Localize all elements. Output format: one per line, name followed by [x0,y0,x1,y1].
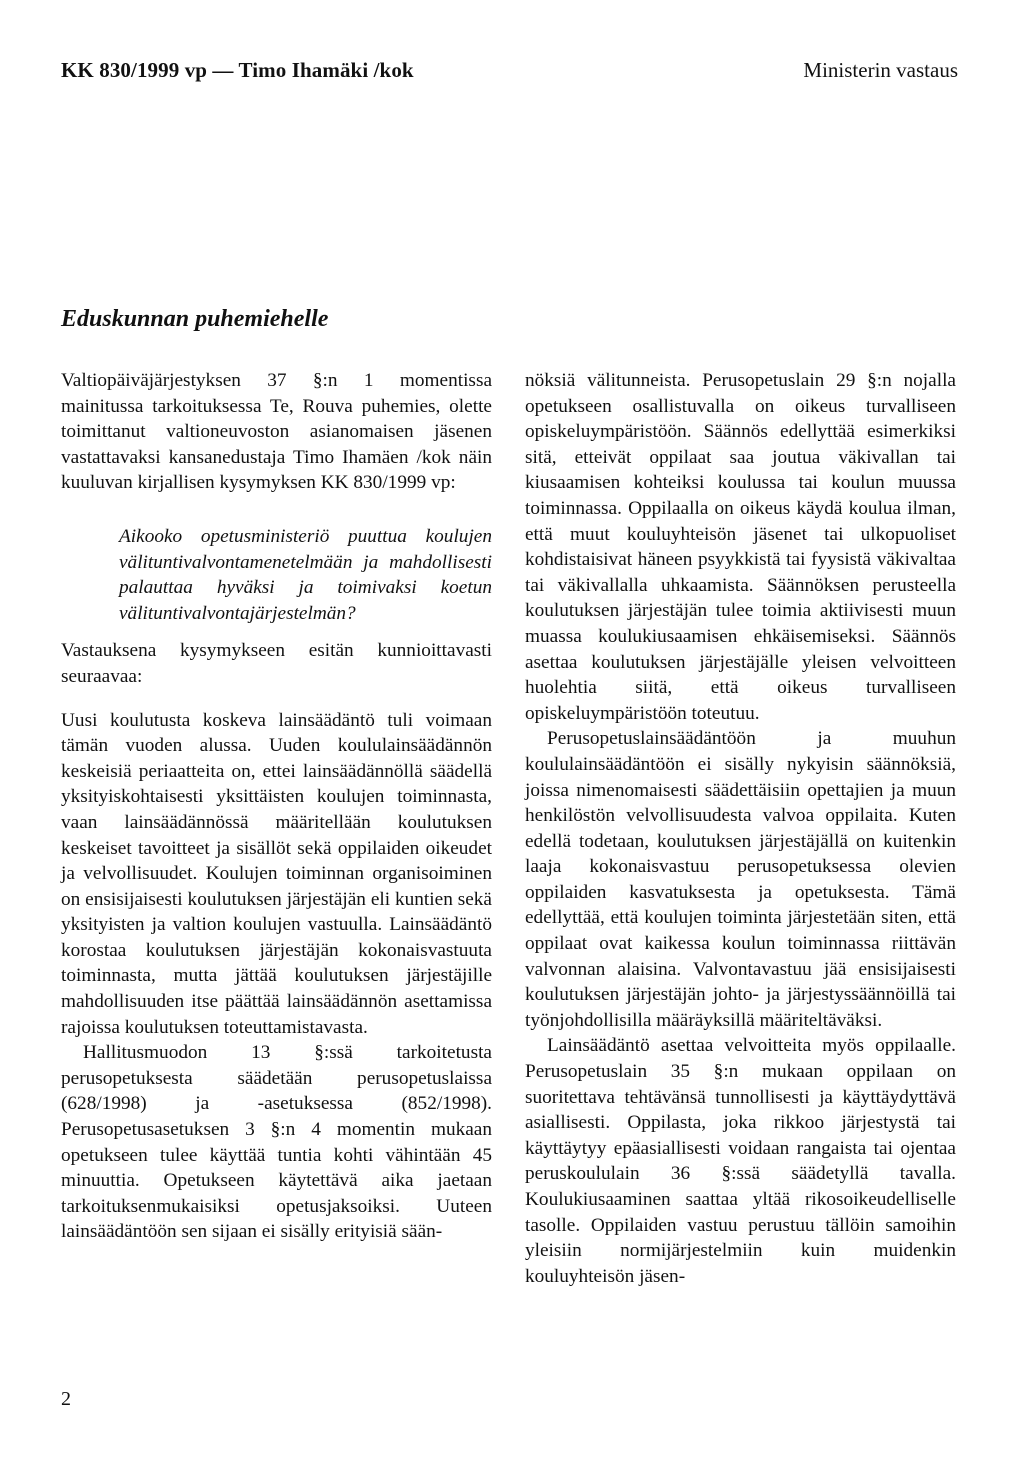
body-paragraph: Perusopetuslainsäädäntöön ja muuhun koululainsäädäntöön ei sisälly nykyisin säännöksiä, joissa nimenomaisesti säädettäisiin opettajien ja muun henkilöstön velvollisuudesta valvoa oppilaita. Kuten edellä todetaan, koulutuksen järjestäjällä on kuitenkin laaja kokonaisvastuu perusopetuksessa olevien oppilaiden kasvatuksesta ja opetuksesta. Tämä edellyttää, että koulujen toiminta järjestetään siten, että oppilaat ovat kaikessa koulun toiminnassa riittävän valvonnan alaisina. Valvontavastuu jää ensisijaisesti koulutuksen järjestäjän johto- ja järjestyssäännöillä tai työnjohdollisilla määräyksillä määriteltäväksi. [525,728,956,1031]
body-paragraph: Hallitusmuodon 13 §:ssä tarkoitetusta perusopetuksesta säädetään perusopetuslaissa (628/1998) ja -asetuksessa (852/1998). Perusopetusasetuksen 3 §:n 4 momentin mukaan opetukseen tulee käyttää tuntia kohti vähintään 45 minuuttia. Opetukseen käytettävä aika jaetaan tarkoituksenmukaisiksi opetusjaksoiksi. Uuteen lainsäädäntöön sen sijaan ei sisälly erityisiä sään- [61,1042,492,1243]
left-column [61,368,492,1245]
salutation-heading: Eduskunnan puhemiehelle [61,306,329,332]
body-paragraph: Uusi koulutusta koskeva lainsäädäntö tuli voimaan tämän vuoden alussa. Uuden koululainsäädännön keskeisiä periaatteita on, ettei lainsäädännöllä säädellä yksityiskohtaisesti yksittäisten koulujen toiminnasta, vaan lainsäädännössä määritellään koulutuksen keskeiset tavoitteet ja sisällöt sekä oppilaiden oikeudet ja velvollisuudet. Koulujen toiminnan organisoiminen on ensisijaisesti koulutuksen järjestäjän eli kuntien sekä yksityisten ja valtion koulujen vastuulla. Lainsäädäntö korostaa koulutuksen järjestäjän kokonaisvastuuta toiminnasta, mutta jättää koulutuksen järjestäjille mahdollisuuden itse päättää lainsäädännön asettamissa rajoissa koulutuksen toteuttamistavasta. [61,709,492,1038]
body-paragraph: nöksiä välitunneista. Perusopetuslain 29 §:n nojalla opetukseen osallistuvalla on oikeus turvalliseen opiskeluympäristöön. Säännös edellyttää esimerkiksi sitä, etteivät oppilaat saa joutua väkivallan tai kiusaamisen kohteiksi koulussa tai koulun muussa toiminnassa. Oppilaalla on oikeus käydä koulua ilman, että muut kouluyhteisön jäsenet tai ulkopuoliset kohdistaisivat häneen psyykkistä tai fyysistä väkivaltaa tai väkivallalla uhkaamista. Säännöksen perusteella koulutuksen järjestäjän tulee toimia aktiivisesti muun muassa koulukiusaamisen ehkäisemiseksi. Säännös asettaa koulutuksen järjestäjälle yleisen velvoitteen huolehtia siitä, että oikeus turvalliseen opiskeluympäristöön toteutuu. [525,370,956,724]
intro-paragraph: Valtiopäiväjärjestyksen 37 §:n 1 momentissa mainitussa tarkoituksessa Te, Rouva puhemies, olette toimittanut valtioneuvoston asianomaisen jäsenen vastattavaksi kansanedustaja Timo Ihamäen /kok näin kuuluvan kirjallisen kysymyksen KK 830/1999 vp: [61,370,492,494]
section-title: Ministerin vastaus [803,58,958,82]
answer-intro-paragraph: Vastauksena kysymykseen esitän kunnioittavasti seuraavaa: [61,640,492,687]
body-paragraph: Lainsäädäntö asettaa velvoitteita myös oppilaalle. Perusopetuslain 35 §:n mukaan oppilaan on suoritettava tehtävänsä tunnollisesti ja käyttäydyttävä asiallisesti. Oppilasta, joka rikkoo järjestystä tai käyttäytyy epäasiallisesti voidaan rangaista tai ojentaa peruskoululain 36 §:ssä säädetyllä tavalla. Koulukiusaaminen saattaa yltää rikosoikeudelliselle tasolle. Oppilaiden vastuu perustuu tällöin samoihin yleisiin normijärjestelmiin kuin muidenkin kouluyhteisön jäsen- [525,1035,956,1287]
question-quote: Aikooko opetusministeriö puuttua koulujen välituntivalvontamenetelmään ja mahdollisesti palauttaa hyväksi ja toimivaksi koetun välituntivalvontajärjestelmän? [119,525,492,624]
page-number: 2 [61,1388,71,1410]
document-reference: KK 830/1999 vp — Timo Ihamäki /kok [61,58,414,82]
right-column [525,368,956,1289]
